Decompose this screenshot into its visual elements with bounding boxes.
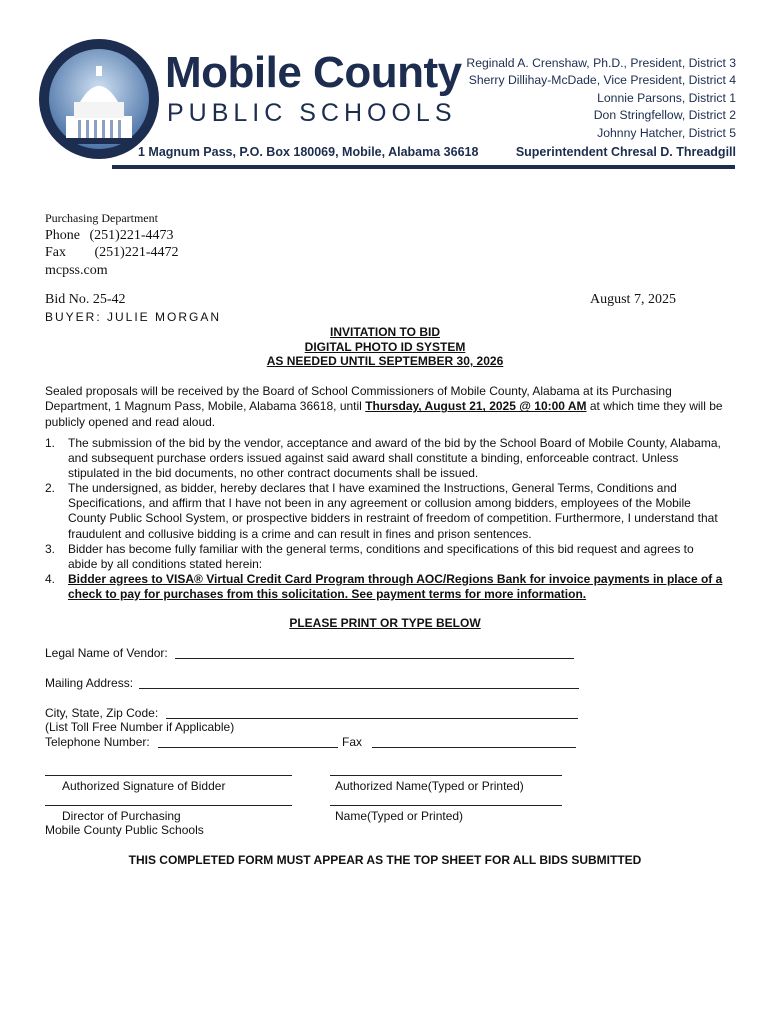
- director-signature-field[interactable]: [45, 805, 292, 806]
- list-item: 2. The undersigned, as bidder, hereby declares that I have examined the Instructions, General Terms, Conditions and Specifications, and affirm that I have not been in any agreement or collusion among bidders, employees of the Mobile County Public School System, or prospective bidders in restraint of freedom of competition. Furthermore, I understand that fraudulent and collusive bidding is a crime and can result in fines and prison sentences.: [45, 481, 718, 541]
- org-subtitle: PUBLIC SCHOOLS: [167, 99, 457, 127]
- phone-line: [45, 228, 174, 244]
- director-org: Mobile County Public Schools: [45, 823, 204, 837]
- website[interactable]: mcpss.com: [45, 263, 108, 278]
- footer-note: THIS COMPLETED FORM MUST APPEAR AS THE TOP SHEET FOR ALL BIDS SUBMITTED: [128, 853, 642, 867]
- intro-text: Sealed proposals will be received by the Board of School Commissioners of Mobile County, Alabama at its Purchasing Department, 1 Magnum Pass, Mobile, Alabama 36618, until: [45, 384, 672, 414]
- mailing-address-field[interactable]: [139, 688, 579, 689]
- list-item: 1. The submission of the bid by the vendor, acceptance and award of the bid by the School Board of Mobile County, Alabama, and subsequent purchase orders issued against said award shall constitute a binding, enforceable contract. Unless stipulated in the bid documents, no other contract documents shall be issued.: [45, 436, 721, 481]
- mailing-address-label: Mailing Address:: [45, 676, 134, 690]
- form-heading: PLEASE PRINT OR TYPE BELOW: [289, 616, 481, 630]
- intro-text-end: at which time they will be publicly opened and read aloud.: [45, 399, 723, 429]
- board-member: Lonnie Parsons, District 1: [597, 90, 736, 105]
- bid-title-block: [0, 325, 770, 369]
- school-seal-logo: [38, 38, 160, 160]
- city-state-zip-field[interactable]: [166, 718, 578, 719]
- vendor-name-label: Legal Name of Vendor:: [45, 646, 168, 660]
- org-address: 1 Magnum Pass, P.O. Box 180069, Mobile, Alabama 36618: [138, 145, 479, 159]
- telephone-label: Telephone Number:: [45, 735, 150, 749]
- bid-subject: DIGITAL PHOTO ID SYSTEM: [304, 339, 466, 354]
- header-divider: [112, 165, 735, 169]
- director-name-label: Name(Typed or Printed): [335, 809, 464, 823]
- board-member: Don Stringfellow, District 2: [593, 108, 736, 123]
- city-state-zip-label: City, State, Zip Code:: [45, 706, 159, 720]
- fax-label: Fax: [45, 245, 66, 260]
- list-item: 3. Bidder has become fully familiar with the general terms, conditions and specifications of this bid request and agrees to abide by all conditions stated herein:: [45, 541, 694, 571]
- fax-line: [45, 245, 179, 261]
- intro-paragraph: [45, 384, 725, 430]
- board-members: [466, 55, 736, 142]
- telephone-field[interactable]: [158, 747, 338, 748]
- bid-date: August 7, 2025: [590, 292, 676, 307]
- buyer: BUYER: JULIE MORGAN: [45, 310, 222, 324]
- authorized-name-label: Authorized Name(Typed or Printed): [335, 779, 524, 793]
- director-label: Director of Purchasing: [62, 809, 181, 823]
- phone-number: (251)221-4473: [89, 228, 174, 243]
- bidder-signature-field[interactable]: [45, 775, 292, 776]
- fax-field[interactable]: [372, 747, 576, 748]
- bidder-signature-label: Authorized Signature of Bidder: [62, 779, 226, 793]
- board-member: Reginald A. Crenshaw, Ph.D., President, District 3: [466, 56, 736, 70]
- toll-free-note: (List Toll Free Number if Applicable): [45, 720, 235, 734]
- terms-list: [45, 436, 725, 602]
- superintendent: Superintendent Chresal D. Threadgill: [515, 145, 736, 159]
- board-member: Johnny Hatcher, District 5: [597, 125, 736, 140]
- list-item: 4. Bidder agrees to VISA® Virtual Credit Card Program through AOC/Regions Bank for invoice payments in place of a check to pay for purchases from this solicitation. See payment terms for more information.: [45, 571, 723, 601]
- authorized-name-field[interactable]: [330, 775, 562, 776]
- phone-label: Phone: [45, 228, 80, 243]
- fax-number: (251)221-4472: [94, 245, 179, 260]
- vendor-name-field[interactable]: [175, 658, 574, 659]
- board-member: Sherry Dillihay-McDade, Vice President, District 4: [468, 73, 736, 88]
- department-label: Purchasing Department: [45, 211, 158, 225]
- bid-period: AS NEEDED UNTIL SEPTEMBER 30, 2026: [266, 354, 504, 368]
- org-name: Mobile County: [165, 48, 462, 97]
- bid-deadline: Thursday, August 21, 2025 @ 10:00 AM: [365, 399, 587, 414]
- bid-title: INVITATION TO BID: [330, 325, 440, 339]
- form-fax-label: Fax: [342, 735, 363, 749]
- director-name-field[interactable]: [330, 805, 562, 806]
- bid-number: Bid No. 25-42: [45, 292, 126, 307]
